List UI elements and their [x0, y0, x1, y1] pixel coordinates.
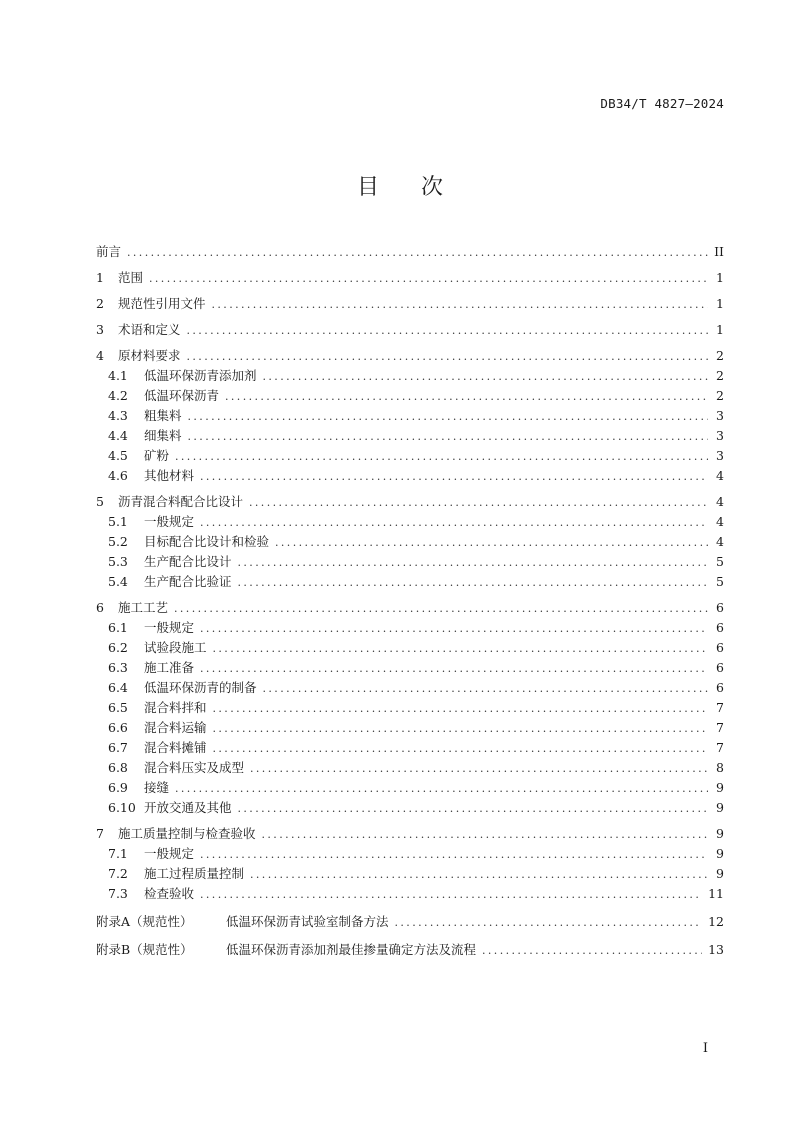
- toc-entry-text: 低温环保沥青添加剂: [144, 368, 257, 383]
- toc-entry-page: 4: [716, 534, 724, 549]
- toc-leader-dots: [200, 885, 702, 905]
- toc-leader-dots: [187, 321, 708, 341]
- toc-entry-number: 7.1: [108, 846, 128, 861]
- toc-entry-number: 6.3: [108, 660, 128, 675]
- appendix-entry[interactable]: [96, 912, 724, 932]
- toc-entry[interactable]: [96, 366, 724, 386]
- toc-entry-text: 接缝: [144, 780, 170, 795]
- toc-entry[interactable]: [96, 386, 724, 406]
- toc-entry-text: 细集料: [144, 428, 182, 443]
- toc-entry-text: 一般规定: [144, 846, 195, 861]
- toc-entry[interactable]: [96, 658, 724, 678]
- toc-entry-text: 矿粉: [144, 448, 170, 463]
- appendix-page: 12: [708, 914, 724, 929]
- toc-entry-text: 混合料运输: [144, 720, 207, 735]
- toc-entry[interactable]: [96, 446, 724, 466]
- toc-entry-text: 施工工艺: [118, 600, 169, 615]
- toc-leader-dots: [127, 243, 708, 263]
- appendix-page: 13: [708, 942, 724, 957]
- toc-entry-number: 5.1: [108, 514, 128, 529]
- toc-entry[interactable]: [96, 492, 724, 512]
- toc-entry-text: 混合料拌和: [144, 700, 207, 715]
- toc-entry-number: 6.8: [108, 760, 128, 775]
- toc-entry-text: 一般规定: [144, 514, 195, 529]
- toc-entry-text: 低温环保沥青的制备: [144, 680, 257, 695]
- toc-entry-page: 7: [716, 720, 724, 735]
- toc-entry-page: 5: [716, 574, 724, 589]
- toc-entry-number: 4.5: [108, 448, 128, 463]
- toc-entry-page: 9: [716, 780, 724, 795]
- toc-entry[interactable]: [96, 512, 724, 532]
- toc-entry[interactable]: [96, 320, 724, 340]
- toc-entry-text: 生产配合比验证: [144, 574, 232, 589]
- toc-entry-number: 7.2: [108, 866, 128, 881]
- toc-entry-text: 规范性引用文件: [118, 296, 206, 311]
- toc-leader-dots: [187, 347, 708, 367]
- toc-entry-text: 目标配合比设计和检验: [144, 534, 270, 549]
- appendix-label: 附录B（规范性）: [96, 942, 193, 957]
- toc-entry-text: 低温环保沥青: [144, 388, 220, 403]
- toc-entry[interactable]: [96, 294, 724, 314]
- toc-entry-page: 6: [716, 640, 724, 655]
- toc-entry-text: 沥青混合料配合比设计: [118, 494, 244, 509]
- toc-leader-dots: [238, 799, 708, 819]
- toc-entry[interactable]: [96, 618, 724, 638]
- toc-entry[interactable]: [96, 778, 724, 798]
- toc-entry-number: 6.5: [108, 700, 128, 715]
- toc-entry-number: 6.4: [108, 680, 128, 695]
- toc-leader-dots: [213, 739, 708, 759]
- toc-entry[interactable]: [96, 552, 724, 572]
- toc-leader-dots: [250, 865, 708, 885]
- toc-entry-page: 2: [716, 388, 724, 403]
- toc-entry-text: 原材料要求: [118, 348, 181, 363]
- toc-entry-number: 6.10: [108, 800, 136, 815]
- toc-leader-dots: [482, 941, 702, 961]
- toc-entry[interactable]: [96, 242, 724, 262]
- toc-entry-text: 混合料压实及成型: [144, 760, 245, 775]
- toc-entry-text: 范围: [118, 270, 144, 285]
- toc-entry[interactable]: [96, 466, 724, 486]
- toc-entry-text: 术语和定义: [118, 322, 181, 337]
- toc-entry-page: 3: [716, 428, 724, 443]
- toc-entry-number: 5: [96, 494, 104, 509]
- toc-leader-dots: [213, 639, 708, 659]
- document-code: DB34/T 4827—2024: [600, 96, 724, 111]
- toc-leader-dots: [213, 699, 708, 719]
- toc-entry-page: 9: [716, 866, 724, 881]
- toc-entry-text: 施工过程质量控制: [144, 866, 245, 881]
- toc-leader-dots: [238, 553, 708, 573]
- toc-entry-text: 粗集料: [144, 408, 182, 423]
- toc-entry-number: 2: [96, 296, 104, 311]
- toc-entry-page: 4: [716, 468, 724, 483]
- toc-entry-number: 4: [96, 348, 104, 363]
- toc-entry-page: 6: [716, 680, 724, 695]
- toc-leader-dots: [275, 533, 708, 553]
- toc-entry-page: 3: [716, 448, 724, 463]
- toc-leader-dots: [262, 825, 708, 845]
- page-title: [0, 170, 800, 201]
- toc-entry-text: 混合料摊铺: [144, 740, 207, 755]
- toc-entry-number: 4.6: [108, 468, 128, 483]
- toc-entry-page: 1: [716, 270, 724, 285]
- toc-leader-dots: [263, 679, 708, 699]
- toc-leader-dots: [225, 387, 708, 407]
- toc-entry-page: 7: [716, 740, 724, 755]
- toc-entry-text: 试验段施工: [144, 640, 207, 655]
- title-char-2: 次: [421, 175, 444, 200]
- toc-entry-number: 7.3: [108, 886, 128, 901]
- toc-leader-dots: [149, 269, 708, 289]
- toc-entry-number: 1: [96, 270, 104, 285]
- toc-entry[interactable]: [96, 268, 724, 288]
- appendix-title: 低温环保沥青试验室制备方法: [226, 914, 389, 929]
- toc-entry[interactable]: [96, 678, 724, 698]
- toc-entry-number: 4.2: [108, 388, 128, 403]
- toc-leader-dots: [238, 573, 708, 593]
- toc-entry-page: 6: [716, 620, 724, 635]
- toc-leader-dots: [200, 845, 708, 865]
- toc-entry-page: 9: [716, 826, 724, 841]
- toc-leader-dots: [175, 779, 708, 799]
- toc-entry-page: 6: [716, 600, 724, 615]
- toc-entry-page: 4: [716, 514, 724, 529]
- toc-entry-number: 6: [96, 600, 104, 615]
- toc-entry-text: 开放交通及其他: [144, 800, 232, 815]
- appendix-label: 附录A（规范性）: [96, 914, 193, 929]
- toc-entry[interactable]: [96, 844, 724, 864]
- toc-entry-page: 2: [716, 348, 724, 363]
- toc-entry-page: 5: [716, 554, 724, 569]
- toc-entry-page: 11: [708, 886, 724, 901]
- toc-entry[interactable]: [96, 406, 724, 426]
- toc-entry-page: 6: [716, 660, 724, 675]
- toc-entry-page: 4: [716, 494, 724, 509]
- table-of-contents: [96, 242, 724, 960]
- toc-leader-dots: [200, 619, 708, 639]
- toc-entry-page: 7: [716, 700, 724, 715]
- appendix-entry[interactable]: [96, 940, 724, 960]
- toc-entry-number: 6.6: [108, 720, 128, 735]
- toc-entry-page: 3: [716, 408, 724, 423]
- toc-entry[interactable]: [96, 758, 724, 778]
- toc-entry-page: 8: [716, 760, 724, 775]
- toc-entry-text: 一般规定: [144, 620, 195, 635]
- toc-entry-text: 前言: [96, 244, 122, 259]
- toc-entry[interactable]: [96, 798, 724, 818]
- toc-entry-number: 5.4: [108, 574, 128, 589]
- toc-entry-number: 5.3: [108, 554, 128, 569]
- toc-entry-page: II: [714, 244, 724, 259]
- toc-leader-dots: [395, 913, 703, 933]
- toc-entry-number: 6.2: [108, 640, 128, 655]
- toc-entry-number: 5.2: [108, 534, 128, 549]
- toc-leader-dots: [174, 599, 708, 619]
- appendix-title: 低温环保沥青添加剂最佳掺量确定方法及流程: [226, 942, 477, 957]
- toc-leader-dots: [249, 493, 708, 513]
- toc-entry-number: 4.1: [108, 368, 128, 383]
- toc-leader-dots: [188, 427, 708, 447]
- toc-entry-page: 1: [716, 322, 724, 337]
- toc-entry[interactable]: [96, 738, 724, 758]
- toc-entry-page: 2: [716, 368, 724, 383]
- toc-entry[interactable]: [96, 864, 724, 884]
- toc-entry[interactable]: [96, 426, 724, 446]
- toc-entry[interactable]: [96, 718, 724, 738]
- toc-entry[interactable]: [96, 638, 724, 658]
- toc-entry[interactable]: [96, 884, 724, 904]
- toc-leader-dots: [213, 719, 708, 739]
- toc-entry[interactable]: [96, 824, 724, 844]
- toc-entry-number: 6.7: [108, 740, 128, 755]
- toc-leader-dots: [200, 467, 708, 487]
- toc-entry[interactable]: [96, 572, 724, 592]
- toc-entry-page: 9: [716, 800, 724, 815]
- toc-leader-dots: [188, 407, 708, 427]
- toc-entry-page: 9: [716, 846, 724, 861]
- toc-entry-number: 4.3: [108, 408, 128, 423]
- toc-entry-number: 7: [96, 826, 104, 841]
- toc-entry-text: 施工质量控制与检查验收: [118, 826, 256, 841]
- toc-leader-dots: [212, 295, 708, 315]
- title-char-1: 目: [356, 175, 379, 200]
- toc-entry-number: 3: [96, 322, 104, 337]
- toc-leader-dots: [200, 659, 708, 679]
- toc-entry-number: 4.4: [108, 428, 128, 443]
- toc-entry-page: 1: [716, 296, 724, 311]
- toc-leader-dots: [200, 513, 708, 533]
- toc-leader-dots: [175, 447, 708, 467]
- toc-leader-dots: [263, 367, 708, 387]
- toc-entry[interactable]: [96, 698, 724, 718]
- toc-entry-number: 6.9: [108, 780, 128, 795]
- toc-entry-text: 检查验收: [144, 886, 195, 901]
- page-number: I: [702, 1041, 708, 1056]
- toc-entry-text: 施工准备: [144, 660, 195, 675]
- toc-entry[interactable]: [96, 598, 724, 618]
- toc-entry-text: 生产配合比设计: [144, 554, 232, 569]
- toc-entry-text: 其他材料: [144, 468, 195, 483]
- toc-leader-dots: [250, 759, 708, 779]
- toc-entry[interactable]: [96, 346, 724, 366]
- toc-entry-number: 6.1: [108, 620, 128, 635]
- toc-entry[interactable]: [96, 532, 724, 552]
